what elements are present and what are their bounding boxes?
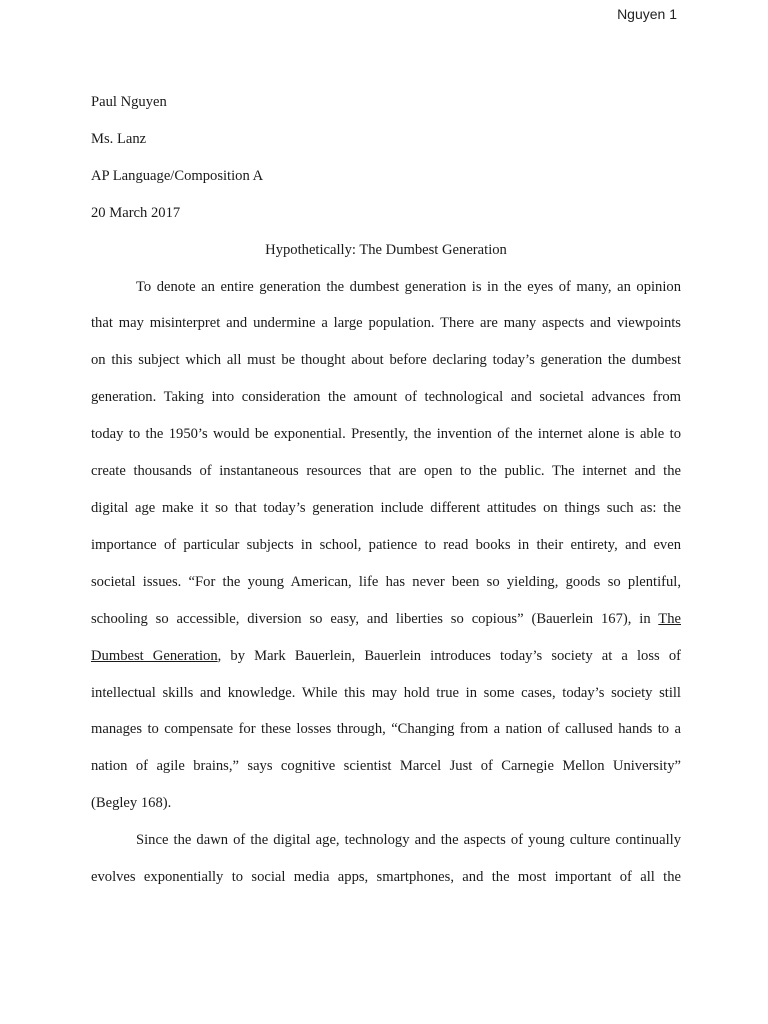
running-head: Nguyen 1 [617,6,677,22]
text-line: generation. Taking into consideration the amount of technological and societal advances from [91,389,681,406]
text-segment: , by Mark Bauerlein, Bauerlein introduces today’s society at a loss of [217,647,681,664]
instructor-name: Ms. Lanz [91,130,147,147]
paragraph-1 [91,269,681,823]
text-line: Since the dawn of the digital age, technology and the aspects of young culture continually [136,832,681,849]
essay-title: Hypothetically: The Dumbest Generation [265,241,507,258]
essay-date: 20 March 2017 [91,204,181,221]
document-body [91,84,681,896]
paragraph-2 [91,822,681,896]
text-line: societal issues. “For the young American, life has never been so yielding, goods so plentiful, [91,573,681,590]
course-name: AP Language/Composition A [91,167,264,184]
author-name: Paul Nguyen [91,94,167,110]
book-title-part-2: Dumbest Generation [91,647,218,664]
text-segment: schooling so accessible, diversion so easy, and liberties so copious” (Bauerlein 167), in [91,610,659,627]
text-line: create thousands of instantaneous resources that are open to the public. The internet and the [91,463,681,480]
text-line: intellectual skills and knowledge. While this may hold true in some cases, today’s society still [91,684,681,701]
book-title-part-1: The [658,610,681,627]
text-line: today to the 1950’s would be exponential. Presently, the invention of the internet alone is able to [91,426,681,443]
text-line: that may misinterpret and undermine a large population. There are many aspects and viewpoints [91,315,681,332]
text-line: manages to compensate for these losses through, “Changing from a nation of callused hands to a [91,721,681,738]
text-line [91,601,681,638]
text-line: on this subject which all must be thought about before declaring today’s generation the dumbest [91,352,681,369]
text-line: (Begley 168). [91,795,172,812]
text-line: To denote an entire generation the dumbest generation is in the eyes of many, an opinion [136,278,681,295]
text-line: nation of agile brains,” says cognitive scientist Marcel Just of Carnegie Mellon University” [91,758,681,775]
text-line [91,638,681,675]
text-line: evolves exponentially to social media apps, smartphones, and the most important of all the [91,869,681,886]
text-line: digital age make it so that today’s generation include different attitudes on things such as: the [91,499,681,516]
text-line: importance of particular subjects in school, patience to read books in their entirety, and even [91,536,681,553]
